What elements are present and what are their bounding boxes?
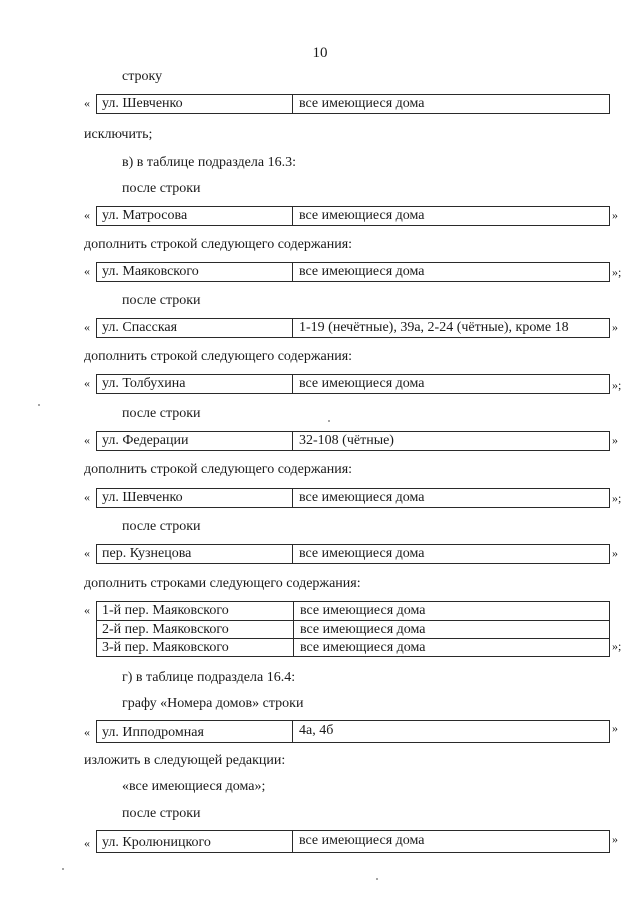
text-line: после строки [122, 181, 201, 196]
houses-cell: все имеющиеся дома [299, 376, 425, 391]
street-table [96, 830, 610, 853]
quote-open: « [84, 264, 90, 278]
text-line: после строки [122, 806, 201, 821]
quote-close: » [612, 433, 618, 447]
quote-open: « [84, 208, 90, 222]
quote-open: « [84, 836, 90, 850]
street-cell: ул. Шевченко [97, 489, 293, 507]
street-cell: ул. Ипподромная [97, 721, 293, 742]
table-row [97, 721, 609, 742]
street-table [96, 262, 610, 282]
text-line: после строки [122, 406, 201, 421]
houses-cell: все имеющиеся дома [299, 546, 425, 561]
houses-cell: все имеющиеся дома [300, 603, 426, 618]
text-line: дополнить строками следующего содержания: [84, 576, 361, 591]
text-line: в) в таблице подраздела 16.3: [122, 155, 296, 170]
houses-cell: все имеющиеся дома [299, 490, 425, 505]
houses-cell: все имеющиеся дома [299, 833, 425, 848]
houses-cell: все имеющиеся дома [300, 622, 426, 637]
text-line: строку [122, 69, 163, 84]
quote-close-semicolon: »; [612, 265, 622, 279]
street-table [96, 374, 610, 394]
houses-cell: 32-108 (чётные) [299, 433, 394, 448]
street-cell: ул. Толбухина [97, 375, 293, 393]
street-table [96, 488, 610, 508]
table-row [97, 375, 609, 393]
street-cell: ул. Матросова [97, 207, 293, 225]
quote-close-semicolon: »; [612, 639, 622, 653]
street-cell: ул. Кролюницкого [97, 831, 293, 852]
houses-cell: все имеющиеся дома [299, 264, 425, 279]
text-line: графу «Номера домов» строки [122, 696, 304, 711]
street-table [96, 431, 610, 451]
quote-open: « [84, 433, 90, 447]
table-row [97, 620, 609, 638]
quote-close-semicolon: »; [612, 378, 622, 392]
text-line: г) в таблице подраздела 16.4: [122, 670, 296, 685]
table-row [97, 319, 609, 337]
street-table [96, 544, 610, 564]
quote-open: « [84, 546, 90, 560]
street-cell: ул. Федерации [97, 432, 293, 450]
text-line: дополнить строкой следующего содержания: [84, 462, 353, 477]
table-row [97, 432, 609, 450]
text-line: «все имеющиеся дома»; [122, 779, 266, 794]
scan-speck [328, 420, 330, 422]
quote-close-semicolon: »; [612, 491, 622, 505]
table-row [97, 263, 609, 281]
text-line: после строки [122, 293, 201, 308]
quote-open: « [84, 490, 90, 504]
street-table [96, 720, 610, 743]
street-cell: ул. Маяковского [97, 263, 293, 281]
street-cell: 3-й пер. Маяковского [97, 639, 294, 656]
text-line: дополнить строкой следующего содержания: [84, 237, 353, 252]
houses-cell: все имеющиеся дома [299, 208, 425, 223]
quote-open: « [84, 725, 90, 739]
page-number: 10 [312, 45, 328, 61]
quote-close: » [612, 832, 618, 846]
quote-open: « [84, 603, 90, 617]
street-cell: ул. Спасская [97, 319, 293, 337]
text-line: исключить; [84, 127, 153, 142]
street-table [96, 206, 610, 226]
street-cell: 2-й пер. Маяковского [97, 621, 294, 638]
text-line: изложить в следующей редакции: [84, 753, 286, 768]
scan-speck [376, 878, 378, 880]
quote-close: » [612, 721, 618, 735]
quote-close: » [612, 546, 618, 560]
houses-cell: 1-19 (нечётные), 39а, 2-24 (чётные), кроме 18 [299, 320, 569, 335]
table-row [97, 489, 609, 507]
street-table [96, 94, 610, 114]
houses-cell: 4а, 4б [299, 723, 334, 738]
quote-open: « [84, 320, 90, 334]
street-cell: пер. Кузнецова [97, 545, 293, 563]
table-row [97, 95, 609, 113]
houses-cell: все имеющиеся дома [300, 640, 426, 655]
street-cell: 1-й пер. Маяковского [97, 602, 294, 620]
street-table [96, 318, 610, 338]
quote-open: « [84, 376, 90, 390]
table-row [97, 545, 609, 563]
text-line: дополнить строкой следующего содержания: [84, 349, 353, 364]
table-row [97, 638, 609, 656]
scan-speck [62, 868, 64, 870]
quote-close: » [612, 320, 618, 334]
street-cell: ул. Шевченко [97, 95, 293, 113]
text-line: после строки [122, 519, 201, 534]
table-row [97, 602, 609, 620]
quote-close: » [612, 208, 618, 222]
houses-cell: все имеющиеся дома [299, 96, 425, 111]
street-table [96, 601, 610, 657]
quote-open: « [84, 96, 90, 110]
table-row [97, 207, 609, 225]
scan-speck [38, 404, 40, 406]
table-row [97, 831, 609, 852]
